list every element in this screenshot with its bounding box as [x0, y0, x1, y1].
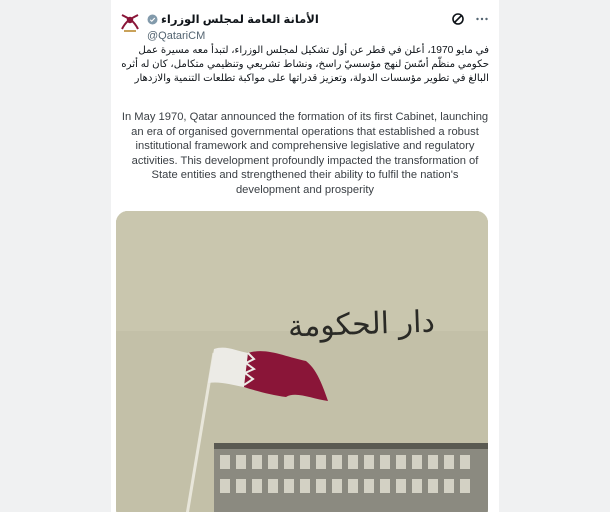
verified-badge-icon — [147, 14, 158, 25]
tweet-text-arabic: في مايو 1970، أعلن في قطر عن أول تشكيل لمجلس الوزراء، لتبدأ معه مسيرة عمل حكومي منظّم أسّسَ لنهج مؤسسيّ راسخ، ونشاط تشريعي وتنظيمي متكامل، كان له أثره البالغ في تطوير مؤسسات الدولة، وتعزيز قدراتها على مواكبة تطلعات التنمية والازدهار — [121, 45, 489, 84]
vintage-photo-flag-building — [116, 211, 488, 512]
grok-icon[interactable] — [451, 12, 465, 26]
avatar[interactable] — [117, 10, 143, 36]
author-name-row[interactable] — [147, 12, 319, 26]
image-caption-arabic: دار الحكومة — [287, 304, 436, 345]
tweet-header — [111, 6, 499, 40]
qatari-cabinet-emblem-icon — [118, 11, 142, 35]
tweet-text-english: In May 1970, Qatar announced the formation of its first Cabinet, launching an era of organised governmental operations that established a robust institutional framework and comprehensive legislative and regulatory activities. This development profoundly impacted the transformation of State entities and strengthened their ability to fulfil the nation's development and prosperity — [121, 111, 489, 196]
tweet-card — [111, 0, 499, 512]
author-display-name[interactable]: الأمانة العامة لمجلس الوزراء — [161, 14, 319, 26]
author-handle[interactable]: @QatariCM — [147, 30, 206, 42]
government-building — [214, 443, 488, 512]
tweet-media-image[interactable] — [116, 211, 488, 512]
more-options-icon[interactable] — [475, 12, 489, 26]
flag-white — [208, 348, 248, 387]
